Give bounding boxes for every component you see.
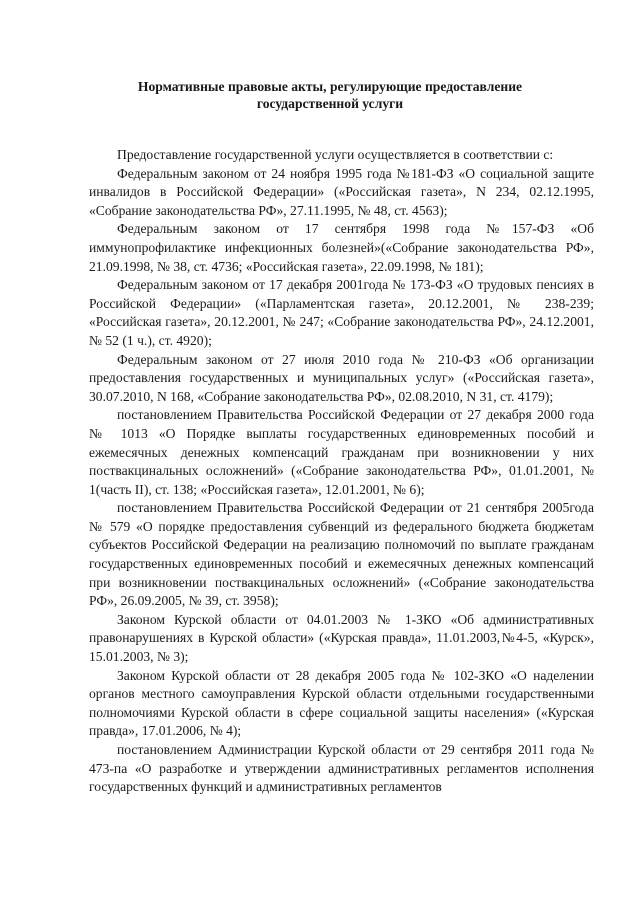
document-title: Нормативные правовые акты, регулирующие предоставление государственной услуги [137,79,523,111]
paragraph-law-157-fz: Федеральным законом от 17 сентября 1998 года №157-ФЗ «Об иммунопрофилактике инфекционных болезней»(«Собрание законодательства РФ», 21.09.1998, № 38, ст. 4736; «Российская газета», 22.09.1998, № 181); [89,221,594,274]
paragraph-law-181-fz: Федеральным законом от 24 ноября 1995 года №181-ФЗ «О социальной защите инвалидов в Российской Федерации» («Российская газета», N 234, 02.12.1995, «Собрание законодательства РФ», 27.11.1995, № 48, ст. 4563); [89,165,594,218]
paragraph-law-173-fz: Федеральным законом от 17 декабря 2001года № 173-ФЗ «О трудовых пенсиях в Российской Федерации» («Парламентская газета», 20.12.2001, № 238-239; «Российская газета», 20.12.2001, № 247; «Собрание законодательства РФ», 24.12.2001, № 52 (1 ч.), ст. 4920); [89,277,594,348]
paragraph-decree-579: постановлением Правительства Российской Федерации от 21 сентября 2005года № 579 «О порядке предоставления субвенций из федерального бюджета бюджетам субъектов Российской Федерации на реализацию полномочий по выплате гражданам государственных единовременных пособий и ежемесячных денежных компенсаций при возникновении поствакцинальных осложнений» («Собрание законодательства РФ», 26.09.2005, № 39, ст. 3958); [89,500,594,609]
paragraph-decree-1013: постановлением Правительства Российской Федерации от 27 декабря 2000 года № 1013 «О Порядке выплаты государственных единовременных пособий и ежемесячных денежных компенсаций гражданам при возникновении у них поствакцинальных осложнений» («Собрание законодательства РФ», 01.01.2001, № 1(часть II), ст. 138; «Российская газета», 12.01.2001, № 6); [89,407,594,497]
paragraph-kursk-decree-473-pa: постановлением Администрации Курской области от 29 сентября 2011 года № 473-па «О разработке и утверждении административных регламентов исполнения государственных функций и административных регламентов [89,742,594,795]
paragraph-kursk-law-102-zko: Законом Курской области от 28 декабря 2005 года № 102-ЗКО «О наделении органов местного самоуправления Курской области отдельными государственными полномочиями Курской области в сфере социальной защиты населения» («Курская правда», 17.01.2006, № 4); [89,667,594,739]
paragraph-law-210-fz: Федеральным законом от 27 июля 2010 года № 210-ФЗ «Об организации предоставления государственных и муниципальных услуг» («Российская газета», 30.07.2010, N 168, «Собрание законодательства РФ», 02.08.2010, N 31, ст. 4179); [89,351,594,404]
paragraph-intro: Предоставление государственной услуги осуществляется в соответствии с: [117,147,554,162]
document-body [89,146,594,797]
paragraph-kursk-law-1-zko: Законом Курской области от 04.01.2003 № 1-ЗКО «Об административных правонарушениях в Курской области» («Курская правда», 11.01.2003,№4-5, «Курск», 15.01.2003, № 3); [89,611,594,665]
